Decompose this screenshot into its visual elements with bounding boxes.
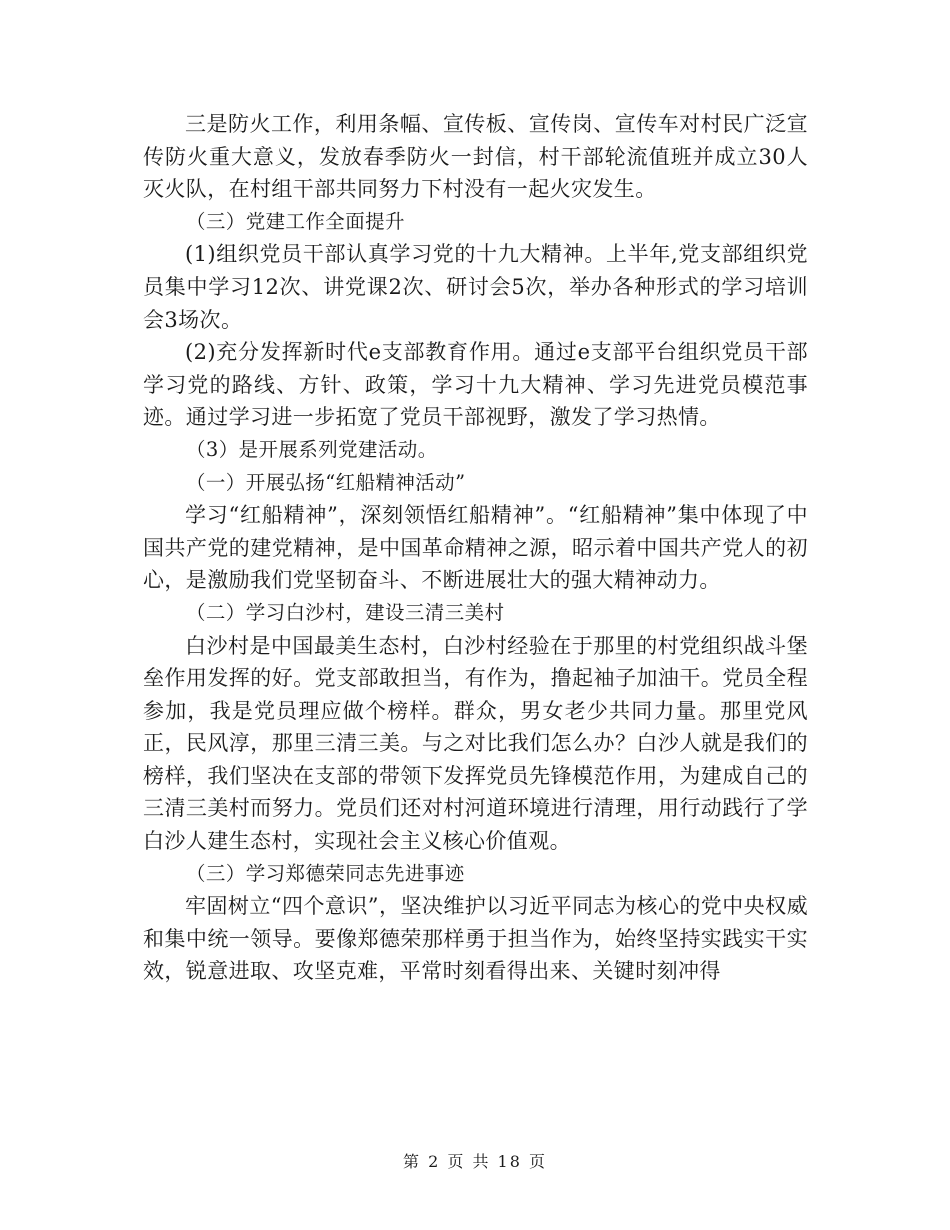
page-number-footer: 第 2 页 共 18 页 xyxy=(403,1152,547,1171)
paragraph-fire-prevention: 三是防火工作，利用条幅、宣传板、宣传岗、宣传车对村民广泛宣传防火重大意义，发放春季防火一封信，村干部轮流值班并成立30人灭火队，在村组干部共同努力下村没有一起火灾发生。 xyxy=(143,112,808,202)
section-heading-party-building: （三）党建工作全面提升 xyxy=(186,209,405,233)
paragraph-red-boat: 学习“红船精神”，深刻领悟红船精神”。“红船精神”集中体现了中国共产党的建党精神，是中国革命精神之源，昭示着中国共产党人的初心，是激励我们党坚韧奋斗、不断进展壮大的强大精神动力。 xyxy=(143,503,808,593)
subsection-heading-zheng-derong: （三）学习郑德荣同志先进事迹 xyxy=(186,861,465,885)
paragraph-zheng-derong: 牢固树立“四个意识”，坚决维护以习近平同志为核心的党中央权威和集中统一领导。要像郑德荣那样勇于担当作为，始终坚持实践实干实效，锐意进取、攻坚克难，平常时刻看得出来、关键时刻冲得 xyxy=(143,894,808,984)
section-heading-activities: （3）是开展系列党建活动。 xyxy=(186,437,438,461)
paragraph-baisha: 白沙村是中国最美生态村，白沙村经验在于那里的村党组织战斗堡垒作用发挥的好。党支部敢担当，有作为，撸起袖子加油干。党员全程参加，我是党员理应做个榜样。群众，男女老少共同力量。那里党风正，民风淳，那里三清三美。与之对比我们怎么办？白沙人就是我们的榜样，我们坚决在支部的带领下发挥党员先锋模范作用，为建成自己的三清三美村而努力。党员们还对村河道环境进行清理，用行动践行了学白沙人建生态村，实现社会主义核心价值观。 xyxy=(143,633,808,854)
document-body xyxy=(143,108,808,988)
paragraph-e-branch: (2)充分发挥新时代e支部教育作用。通过e支部平台组织党员干部学习党的路线、方针、政策，学习十九大精神、学习先进党员模范事迹。通过学习进一步拓宽了党员干部视野，激发了学习热情。 xyxy=(143,340,808,430)
subsection-heading-baisha: （二）学习白沙村，建设三清三美村 xyxy=(186,600,505,624)
paragraph-study-congress: (1)组织党员干部认真学习党的十九大精神。上半年,党支部组织党员集中学习12次、讲党课2次、研讨会5次，举办各种形式的学习培训会3场次。 xyxy=(143,242,808,332)
subsection-heading-red-boat: （一）开展弘扬“红船精神活动” xyxy=(186,470,466,494)
